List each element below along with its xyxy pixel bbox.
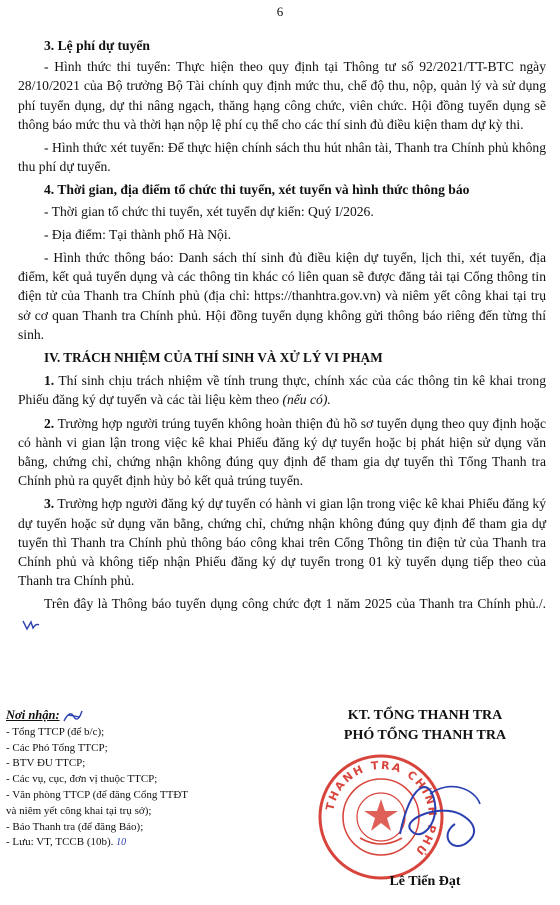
section-iv-paragraph-1: [18, 371, 546, 409]
section-3-heading: 3. Lệ phí dự tuyển: [44, 38, 150, 53]
recipient-item: - Tổng TTCP (để b/c);: [6, 725, 105, 738]
recipient-item: - Các Phó Tổng TTCP;: [6, 741, 108, 754]
item-number: 2.: [44, 415, 55, 431]
recipient-item: và niêm yết công khai tại trụ sở);: [6, 804, 152, 817]
signer-name: Lê Tiến Đạt: [389, 874, 461, 889]
section-3-paragraph-1: - Hình thức thi tuyển: Thực hiện theo quy định tại Thông tư số 92/2021/TT-BTC ngày 28/10/2021 của Bộ trưởng Bộ Tài chính quy định mức thu, chế độ thu, nộp, quản lý và sử dụng phí tuyển dụng, dự thi nâng ngạch, thăng hạng công chức, viên chức. Hội đồng tuyển dụng sẽ thông báo mức thu và thời hạn nộp lệ phí cụ thể cho các thí sinh đủ điều kiện tham dự kỳ thi.: [18, 59, 546, 132]
item-number: 3.: [44, 496, 55, 512]
italic-note: (nếu có).: [282, 392, 331, 408]
section-iv-paragraph-2: [18, 414, 546, 491]
recipient-item: - Báo Thanh tra (để đăng Báo);: [6, 820, 144, 833]
section-4-paragraph-3: - Hình thức thông báo: Danh sách thí sinh đủ điều kiện dự tuyển, lịch thi, xét tuyển, địa điểm, kết quả tuyển dụng và các thông tin khác có liên quan sẽ được đăng tải tại Cổng thông tin điện tử của Thanh tra Chính phủ (địa chỉ: https://thanhtra.gov.vn) và niêm yết công khai tại trụ sở cơ quan Thanh tra Chính phủ. Hội đồng tuyển dụng không gửi thông báo riêng đến từng thí sinh.: [18, 250, 546, 342]
initials-mark-icon: [21, 619, 41, 631]
signature-title-line-2: PHÓ TỔNG THANH TRA: [343, 728, 507, 743]
paragraph-text: Thí sinh chịu trách nhiệm về tính trung thực, chính xác của các thông tin kê khai trong Phiếu đăng ký dự tuyển và các tài liệu kèm theo: [18, 373, 546, 408]
recipients-title-row: [6, 708, 256, 725]
page-number: 6: [276, 4, 284, 19]
document-body: [18, 36, 546, 637]
signature-block: [300, 706, 550, 746]
section-iv-heading: IV. TRÁCH NHIỆM CỦA THÍ SINH VÀ XỬ LÝ VI PHẠM: [44, 350, 383, 366]
section-4-paragraph-1: - Thời gian tổ chức thi tuyển, xét tuyển dự kiến: Quý I/2026.: [44, 203, 374, 219]
paragraph-text: Trường hợp người trúng tuyển không hoàn thiện đủ hồ sơ tuyển dụng theo quy định hoặc có hành vi gian lận trong việc kê khai Phiếu đăng ký dự tuyển hoặc bị phát hiện sử dụng văn bằng, chứng chỉ, chứng nhận không đúng quy định để tham gia dự tuyển thì Tổng Thanh tra Chính phủ ra quyết định hủy bỏ kết quả trúng tuyển.: [18, 415, 546, 489]
section-4-paragraph-2: - Địa điểm: Tại thành phố Hà Nội.: [44, 226, 232, 242]
handwritten-mark-icon: [62, 709, 84, 723]
handwritten-count: 10: [116, 837, 127, 849]
section-4-heading: 4. Thời gian, địa điểm tổ chức thi tuyển, xét tuyển và hình thức thông báo: [44, 182, 470, 198]
closing-text: Trên đây là Thông báo tuyển dụng công chức đợt 1 năm 2025 của Thanh tra Chính phủ./.: [44, 596, 546, 612]
recipient-item: - Các vụ, cục, đơn vị thuộc TTCP;: [6, 773, 158, 786]
closing-statement: [18, 594, 546, 632]
item-number: 1.: [44, 373, 55, 389]
paragraph-text: Trường hợp người đăng ký dự tuyển có hành vi gian lận trong việc kê khai Phiếu đăng ký dự tuyển hoặc sử dụng văn bằng, chứng chỉ, chứng nhận không đúng quy định để tham gia dự tuyển thì Thanh tra Chính phủ thông báo công khai trên Cổng Thông tin điện tử của Thanh tra Chính phủ và không tiếp nhận Phiếu đăng ký dự tuyển trong 01 kỳ tuyển dụng tiếp theo của Thanh tra Chính phủ.: [18, 496, 546, 589]
recipients-title: Nơi nhận:: [6, 708, 60, 722]
svg-text:THANH TRA CHÍNH PHỦ: THANH TRA CHÍNH PHỦ: [323, 758, 440, 859]
recipients-block: [6, 708, 256, 851]
recipient-item: - BTV ĐU TTCP;: [6, 757, 86, 770]
recipient-text: - Lưu: VT, TCCB (10b).: [6, 836, 114, 849]
recipient-item: [6, 835, 256, 851]
section-3-paragraph-2: - Hình thức xét tuyển: Để thực hiện chính sách thu hút nhân tài, Thanh tra Chính phủ không thu phí dự tuyển.: [18, 140, 546, 175]
handwritten-signature-icon: [380, 774, 490, 854]
section-iv-paragraph-3: [18, 494, 546, 590]
signature-title-line-1: KT. TỔNG THANH TRA: [347, 708, 503, 723]
recipient-item: - Văn phòng TTCP (để đăng Cổng TTĐT: [6, 788, 188, 801]
